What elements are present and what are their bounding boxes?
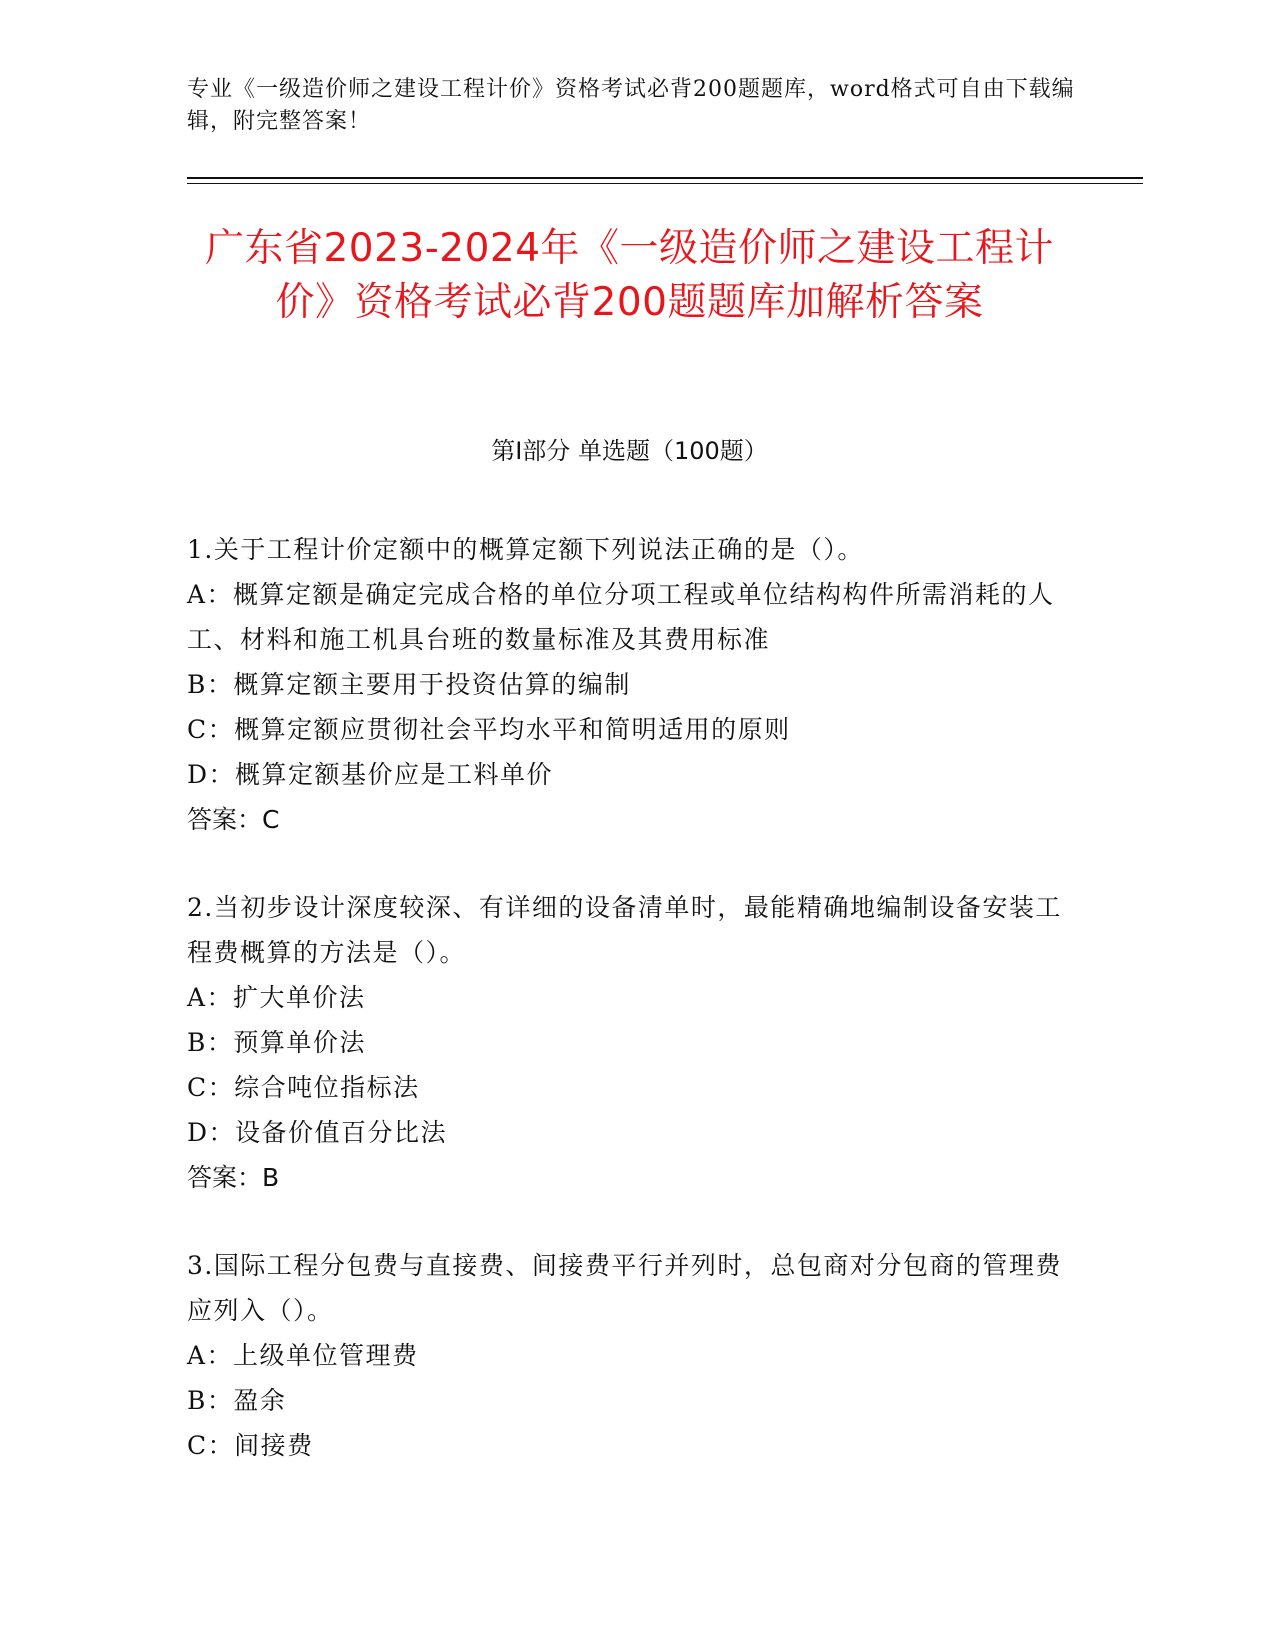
header-note: 专业《一级造价师之建设工程计价》资格考试必背200题题库，word格式可自由下载编辑，附完整答案！: [187, 77, 1075, 134]
option-a: A：扩大单价法: [187, 983, 366, 1012]
option-c: C：概算定额应贯彻社会平均水平和简明适用的原则: [187, 715, 791, 744]
header-divider-thick: [187, 177, 1143, 179]
option-a: A：上级单位管理费: [187, 1341, 419, 1370]
question-list: [187, 527, 1087, 1511]
question-stem: 2.当初步设计深度较深、有详细的设备清单时，最能精确地编制设备安装工程费概算的方法是（）。: [187, 893, 1062, 967]
option-b: B：预算单价法: [187, 1028, 366, 1057]
question-stem: 1.关于工程计价定额中的概算定额下列说法正确的是（）。: [187, 535, 864, 564]
option-b: B：概算定额主要用于投资估算的编制: [187, 670, 631, 699]
option-b: B：盈余: [187, 1386, 287, 1415]
section-heading: 第Ⅰ部分 单选题（100题）: [491, 437, 768, 465]
option-a: A：概算定额是确定完成合格的单位分项工程或单位结构构件所需消耗的人工、材料和施工机具台班的数量标准及其费用标准: [187, 580, 1055, 654]
option-c: C：间接费: [187, 1431, 314, 1460]
answer-line: 答案：B: [187, 1163, 280, 1192]
answer-line: 答案：C: [187, 805, 280, 834]
document-title: 广东省2023-2024年《一级造价师之建设工程计价》资格考试必背200题题库加解析答案: [204, 226, 1055, 325]
option-c: C：综合吨位指标法: [187, 1073, 420, 1102]
question-2: [187, 885, 1087, 1200]
option-d: D：概算定额基价应是工料单价: [187, 760, 554, 789]
header-divider-thin: [187, 183, 1143, 184]
question-1: [187, 527, 1087, 842]
question-3: [187, 1243, 1087, 1468]
option-d: D：设备价值百分比法: [187, 1118, 448, 1147]
question-stem: 3.国际工程分包费与直接费、间接费平行并列时，总包商对分包商的管理费应列入（）。: [187, 1251, 1062, 1325]
